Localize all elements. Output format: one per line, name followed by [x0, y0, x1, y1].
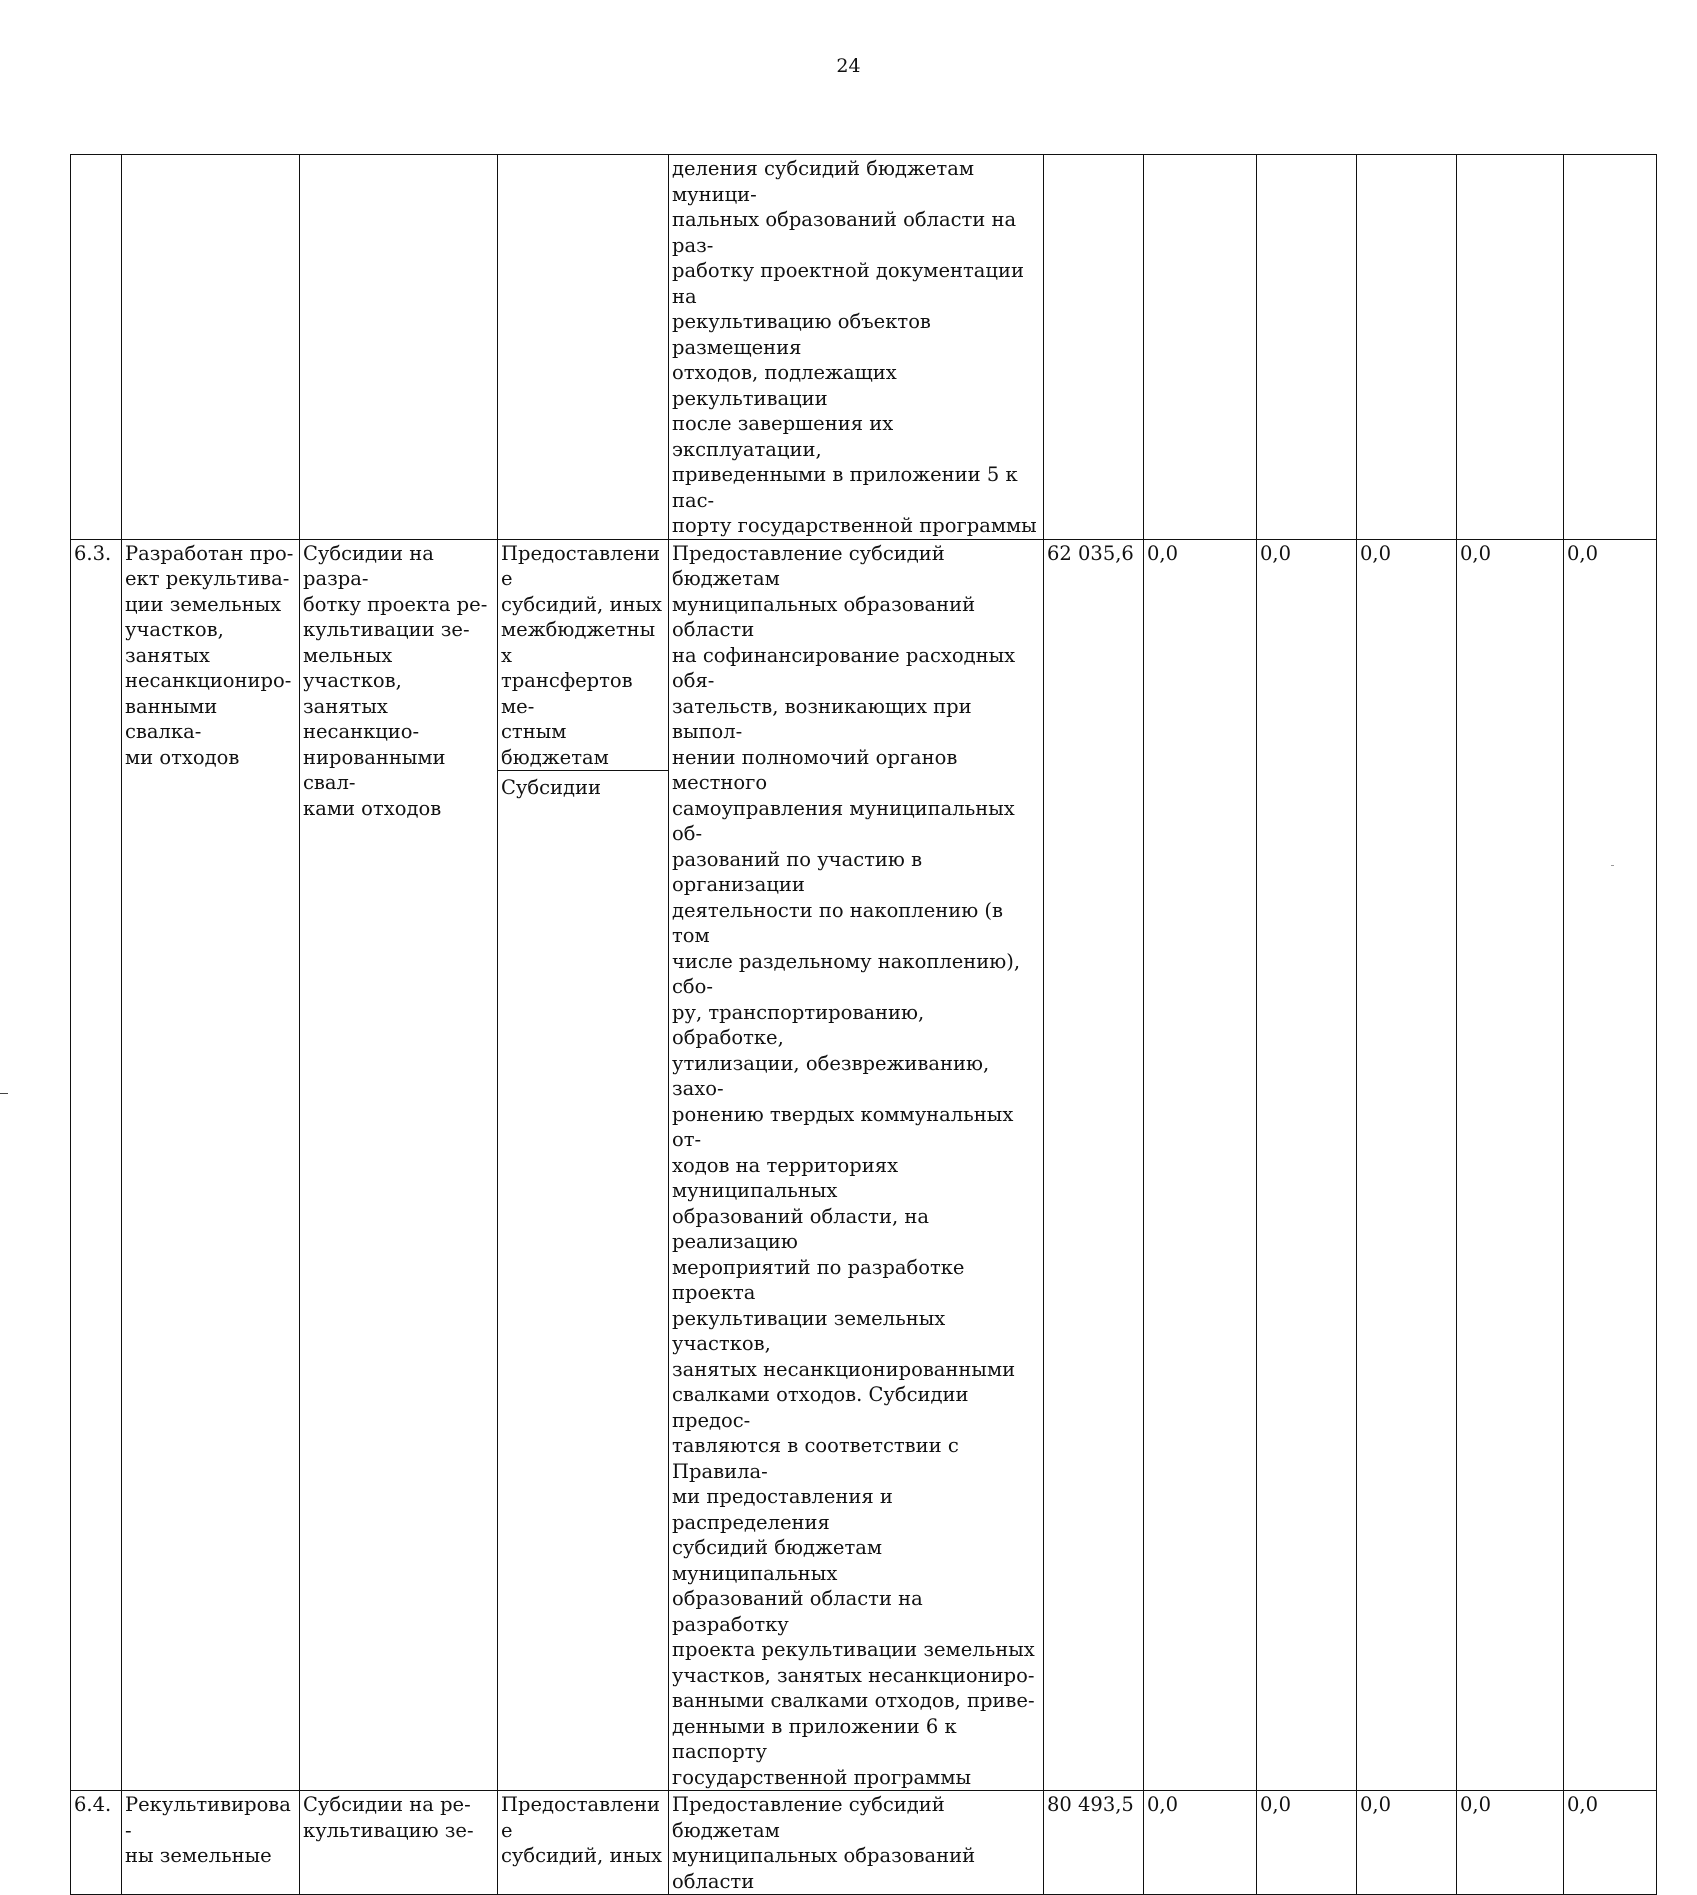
event-characteristic: Предоставление субсидий бюджетам муниципальных образований области [669, 1791, 1044, 1895]
page-number: 24 [836, 55, 861, 77]
event-name: Субсидии на ре- культивацию зе- [300, 1791, 498, 1895]
event-type: Предоставление субсидий, иных [498, 1791, 669, 1895]
event-name: Субсидии на разра- ботку проекта ре- культивации зе- мельных участков, занятых несанкцио- нированными свал- ками отходов [300, 539, 498, 1791]
value-year: 0,0 [1564, 1791, 1657, 1895]
cell-value [1044, 155, 1144, 540]
value-year: 0,0 [1144, 1791, 1257, 1895]
row-number: 6.3. [71, 539, 122, 1791]
margin-mark [0, 1093, 8, 1094]
value-year: 0,0 [1257, 539, 1357, 1791]
cell-value [1257, 155, 1357, 540]
cell-type [498, 155, 669, 540]
table-row-continuation [71, 155, 1657, 540]
result-name: Рекультивирова- ны земельные [122, 1791, 300, 1895]
budget-table [70, 154, 1657, 1895]
row-number: 6.4. [71, 1791, 122, 1895]
table-row-6-3 [71, 539, 1657, 1791]
cell-value [1457, 155, 1564, 540]
cell-num [71, 155, 122, 540]
table-row-6-4 [71, 1791, 1657, 1895]
cell-event [300, 155, 498, 540]
value-year: 0,0 [1457, 539, 1564, 1791]
result-name: Разработан про- ект рекультива- ции земельных участков, занятых несанкциониро- ванными свалка- ми отходов [122, 539, 300, 1791]
cell-value [1144, 155, 1257, 540]
event-type: Предоставление субсидий, иных межбюджетных трансфертов ме- стным бюджетам [498, 540, 668, 772]
event-subtype: Субсидии [501, 776, 602, 799]
value-year: 0,0 [1564, 539, 1657, 1791]
event-characteristic: Предоставление субсидий бюджетам муниципальных образований области на софинансирование расходных обя- зательств, возникающих при выпол- нении полномочий органов местного самоуправления муниципальных об- разований по участию в организации деятельности по накоплению (в том числе раздельному накоплению), сбо- ру, транспортированию, обработке, утилизации, обезвреживанию, захо- ронению твердых коммунальных от- ходов на территориях муниципальных образований области, на реализацию мероприятий по разработке проекта рекультивации земельных участков, занятых несанкционированными свалками отходов. Субсидии предос- тавляются в соответствии с Правила- ми предоставления и распределения субсидий бюджетам муниципальных образований области на разработку проекта рекультивации земельных участков, занятых несанкциониро- ванными свалками отходов, приве- денными в приложении 6 к паспорту государственной программы [669, 539, 1044, 1791]
scan-speck [1611, 865, 1614, 866]
cell-result [122, 155, 300, 540]
value-year: 0,0 [1457, 1791, 1564, 1895]
value-year: 0,0 [1257, 1791, 1357, 1895]
value-year: 0,0 [1144, 539, 1257, 1791]
value-total: 80 493,5 [1044, 1791, 1144, 1895]
event-type-cell [498, 539, 669, 1791]
cell-value [1564, 155, 1657, 540]
value-year: 0,0 [1357, 539, 1457, 1791]
cell-value [1357, 155, 1457, 540]
value-total: 62 035,6 [1044, 539, 1144, 1791]
cell-characteristic: деления субсидий бюджетам муници- пальных образований области на раз- работку проектной документации на рекультивацию объектов размещения отходов, подлежащих рекультивации после завершения их эксплуатации, приведенными в приложении 5 к пас- порту государственной программы [669, 155, 1044, 540]
value-year: 0,0 [1357, 1791, 1457, 1895]
